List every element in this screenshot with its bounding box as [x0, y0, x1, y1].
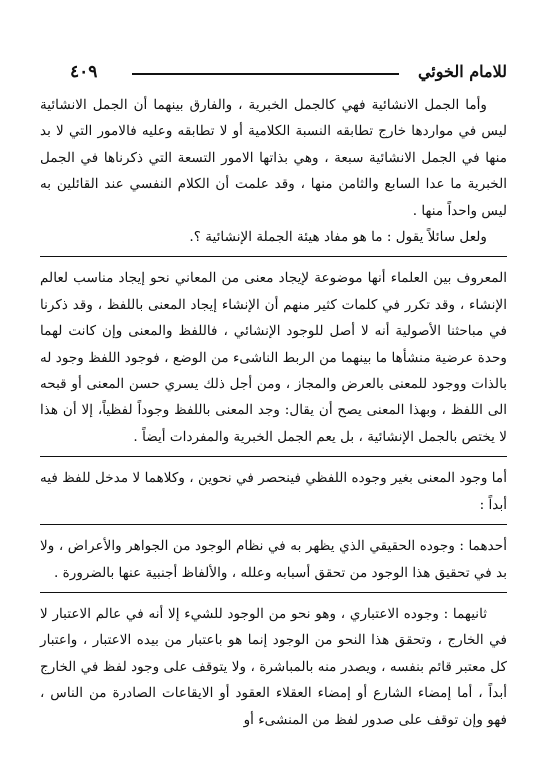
- running-title: للامام الخوئي: [417, 62, 507, 81]
- page-header: [70, 62, 507, 86]
- page-number: ٤٠٩: [70, 62, 98, 82]
- paragraph: المعروف بين العلماء أنها موضوعة لإيجاد معنى من المعاني نحو إيجاد مناسب لعالم الإنشاء ، وقد تكرر في كلمات كثير منهم أن الإنشاء إيجاد المعنى باللفظ ، وقد ذكرنا في مباحثنا الأصولية أنه لا أصل للوجود الإنشائي ، فاللفظ والمعنى وإن كانت لهما وحدة عرضية منشأها ما بينهما من الربط الناشىء من الوضع ، فوجود اللفظ وجود له بالذات ووجود للمعنى بالعرض والمجاز ، ومن أجل ذلك يسري حسن المعنى أو قبحه الى اللفظ ، وبهذا المعنى يصح أن يقال: وجد المعنى باللفظ وجوداً لفظياً، إلا أن هذا لا يختص بالجمل الإنشائية ، بل يعم الجمل الخبرية والمفردات أيضاً .: [40, 270, 507, 445]
- header-rule: [132, 73, 399, 75]
- page-body: [40, 92, 507, 733]
- section-divider: [40, 456, 507, 457]
- paragraph: وأما الجمل الانشائية فهي كالجمل الخبرية ، والفارق بينهما أن الجمل الانشائية ليس في مواردها خارج تطابقه النسبة الكلامية أو لا تطابقه وعليه فالامور التي لا بد منها في الجمل الانشائية سبعة ، وهي بذاتها الامور التسعة التي ذكرناها في الجمل الخبرية ما عدا السابع والثامن منها ، وقد علمت أن الكلام النفسي عند القائلين به ليس واحداً منها .: [40, 97, 507, 219]
- section-divider: [40, 256, 507, 257]
- paragraph: أما وجود المعنى بغير وجوده اللفظي فينحصر في نحوين ، وكلاهما لا مدخل للفظ فيه أبداً :: [40, 470, 507, 513]
- paragraph: أحدهما : وجوده الحقيقي الذي يظهر به في نظام الوجود من الجواهر والأعراض ، ولا بد في تحقيق هذا الوجود من تحقق أسبابه وعلله ، والألفاظ أجنبية عنها بالضرورة .: [40, 538, 507, 581]
- paragraph: ثانيهما : وجوده الاعتباري ، وهو نحو من الوجود للشيء إلا أنه في عالم الاعتبار لا في الخارج ، وتحقق هذا النحو من الوجود إنما هو باعتبار من بيده الاعتبار ، واعتبار كل معتبر قائم بنفسه ، ويصدر منه بالمباشرة ، ولا يتوقف على وجود لفظ في الخارج أبداً ، أما إمضاء الشارع أو إمضاء العقلاء العقود أو الايقاعات الصادرة من الناس ، فهو وإن توقف على صدور لفظ من المنشىء أو: [40, 605, 507, 728]
- section-divider: [40, 524, 507, 525]
- section-divider: [40, 592, 507, 593]
- paragraph: ولعل سائلاً يقول : ما هو مفاد هيئة الجملة الإنشائية ؟.: [189, 229, 487, 246]
